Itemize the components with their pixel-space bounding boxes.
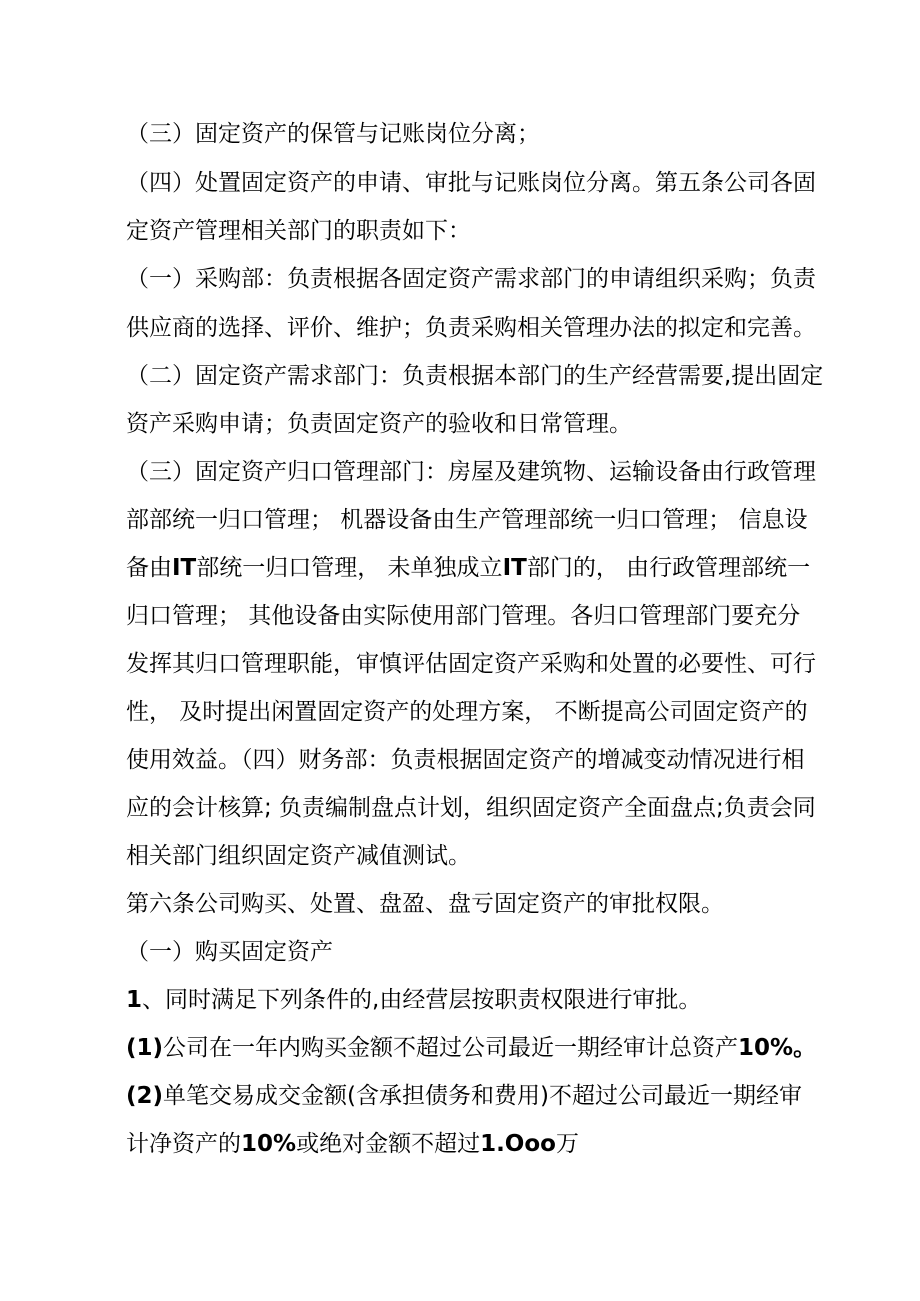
text-line: （四）处置固定资产的申请、审批与记账岗位分离。第五条公司各固 xyxy=(126,170,816,196)
text-run: 或绝对金额不超过 xyxy=(296,1131,481,1157)
text-line: （一）采购部：负责根据各固定资产需求部门的申请组织采购；负责 xyxy=(126,266,816,292)
text-line: 部部统一归口管理； 机器设备由生产管理部统一归口管理； 信息设 xyxy=(126,507,808,533)
text-run-bold: IT xyxy=(502,555,527,581)
text-line: （一）购买固定资产 xyxy=(126,939,333,965)
text-line xyxy=(126,1033,816,1063)
text-line xyxy=(126,1081,802,1111)
text-line xyxy=(126,985,701,1015)
text-run-bold: 1.Ooo xyxy=(480,1131,556,1157)
text-run-bold: (2) xyxy=(126,1083,164,1109)
text-line: （二）固定资产需求部门：负责根据本部门的生产经营需要,提出固定 xyxy=(126,363,824,389)
text-line: 供应商的选择、评价、维护；负责采购相关管理办法的拟定和完善。 xyxy=(126,315,816,341)
text-run: 公司在一年内购买金额不超过公司最近一期经审计总资产 xyxy=(163,1035,739,1061)
text-line: 归口管理； 其他设备由实际使用部门管理。各归口管理部门要充分 xyxy=(126,603,801,629)
text-run-bold: 10% xyxy=(241,1131,297,1157)
text-line xyxy=(126,553,810,583)
text-run: 部门的， 由行政管理部统一 xyxy=(526,555,811,581)
text-line: （三）固定资产归口管理部门：房屋及建筑物、运输设备由行政管理 xyxy=(126,459,816,485)
text-run: 部统一归口管理， 未单独成立 xyxy=(196,555,503,581)
text-line: 相关部门组织固定资产减值测试。 xyxy=(126,843,471,869)
text-line: 使用效益。（四）财务部：负责根据固定资产的增减变动情况进行相 xyxy=(126,747,805,773)
text-run: 、同时满足下列条件的,由经营层按职责权限进行审批。 xyxy=(142,987,702,1013)
text-run-bold: 10%。 xyxy=(738,1035,817,1061)
text-line xyxy=(126,1129,579,1159)
text-line: 发挥其归口管理职能，审慎评估固定资产采购和处置的必要性、可行 xyxy=(126,651,816,677)
text-line: 第六条公司购买、处置、盘盈、盘亏固定资产的审批权限。 xyxy=(126,891,724,917)
text-run: 万 xyxy=(555,1131,579,1157)
text-run-bold: 1 xyxy=(126,987,143,1013)
text-run-bold: (1) xyxy=(126,1035,164,1061)
text-run-bold: IT xyxy=(172,555,197,581)
text-line: （三）固定资产的保管与记账岗位分离； xyxy=(126,121,540,147)
text-line: 定资产管理相关部门的职责如下： xyxy=(126,218,471,244)
text-run: 备由 xyxy=(126,555,172,581)
text-line: 应的会计核算; 负责编制盘点计划，组织固定资产全面盘点;负责会同 xyxy=(126,795,816,821)
text-line: 资产采购申请；负责固定资产的验收和日常管理。 xyxy=(126,411,632,437)
text-line: 性， 及时提出闲置固定资产的处理方案， 不断提高公司固定资产的 xyxy=(126,699,808,725)
text-run: 计净资产的 xyxy=(126,1131,241,1157)
text-run: 单笔交易成交金额(含承担债务和费用)不超过公司最近一期经审 xyxy=(163,1083,802,1109)
